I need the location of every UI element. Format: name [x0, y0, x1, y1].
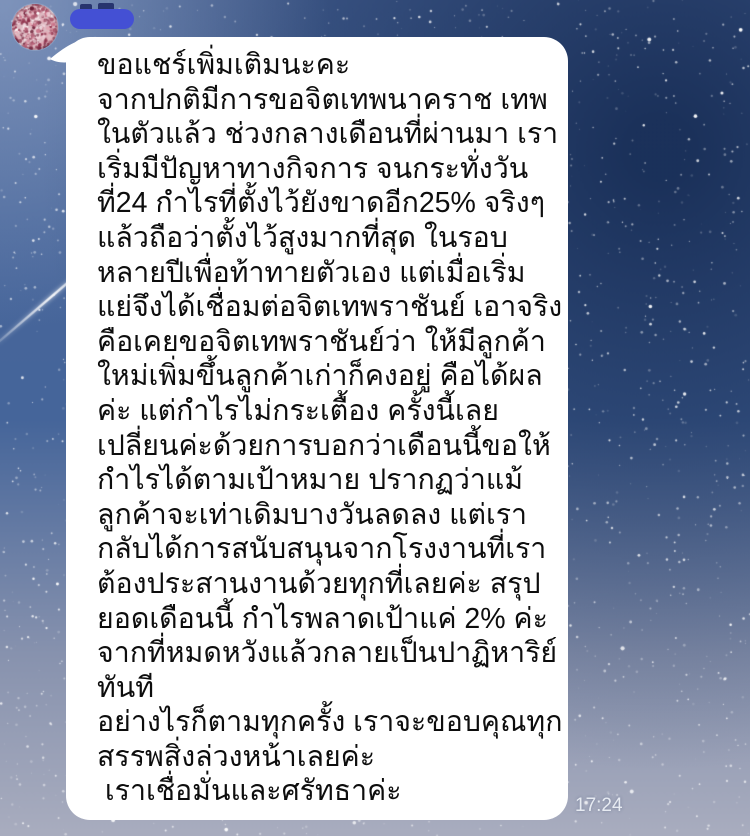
- message-line: ยอดเดือนนี้ กำไรพลาดเป้าแค่ 2% ค่ะ: [97, 602, 548, 635]
- message-line: ที่24 กำไรที่ตั้งไว้ยังขาดอีก25% จริงๆ: [97, 187, 546, 220]
- message-line: คือเคยขอจิตเทพราชันย์ว่า ให้มีลูกค้า: [97, 325, 546, 358]
- message-line: ต้องประสานงานด้วยทุกที่เลยค่ะ สรุป: [97, 567, 541, 600]
- message-line: ขอแชร์เพิ่มเติมนะคะ: [97, 49, 351, 81]
- message-line: กำไรได้ตามเป้าหมาย ปรากฏว่าแม้: [97, 464, 524, 497]
- message-line: อย่างไรก็ตามทุกครั้ง เราจะขอบคุณทุก: [97, 706, 563, 739]
- message-line: ค่ะ แต่กำไรไม่กระเตื้อง ครั้งนี้เลย: [97, 394, 499, 427]
- message-line: หลายปีเพื่อท้าทายตัวเอง แต่เมื่อเริ่ม: [97, 256, 526, 289]
- message-line: เปลี่ยนค่ะด้วยการบอกว่าเดือนนี้ขอให้: [97, 429, 551, 462]
- message-line: ใหม่เพิ่มขึ้นลูกค้าเก่าก็คงอยู่ คือได้ผล: [97, 360, 543, 393]
- message-bubble[interactable]: [66, 37, 568, 820]
- message-line: ทันที: [97, 671, 155, 704]
- message-line: จากปกติมีการขอจิตเทพนาคราช เทพ: [97, 83, 548, 116]
- message-line: สรรพสิ่งล่วงหน้าเลยค่ะ: [97, 740, 376, 773]
- message-line: เริ่มมีปัญหาทางกิจการ จนกระทั่งวัน: [97, 152, 529, 185]
- message-line: เราเชื่อมั่นและศรัทธาค่ะ: [97, 775, 402, 808]
- message-line: ลูกค้าจะเท่าเดิมบางวันลดลง แต่เรา: [97, 498, 528, 531]
- sender-name-censor-bar: [70, 9, 134, 29]
- message-line: จากที่หมดหวังแล้วกลายเป็นปาฏิหาริย์: [97, 637, 558, 670]
- message-line: แล้วถือว่าตั้งไว้สูงมากที่สุด ในรอบ: [97, 221, 508, 254]
- message-line: กลับได้การสนับสนุนจากโรงงานที่เรา: [97, 533, 547, 566]
- message-timestamp: 17:24: [575, 795, 623, 816]
- message-line: แย่จึงได้เชื่อมต่อจิตเทพราชันย์ เอาจริง: [97, 291, 563, 324]
- message-line: ในตัวแล้ว ช่วงกลางเดือนที่ผ่านมา เรา: [97, 118, 559, 151]
- message-text: [97, 48, 563, 809]
